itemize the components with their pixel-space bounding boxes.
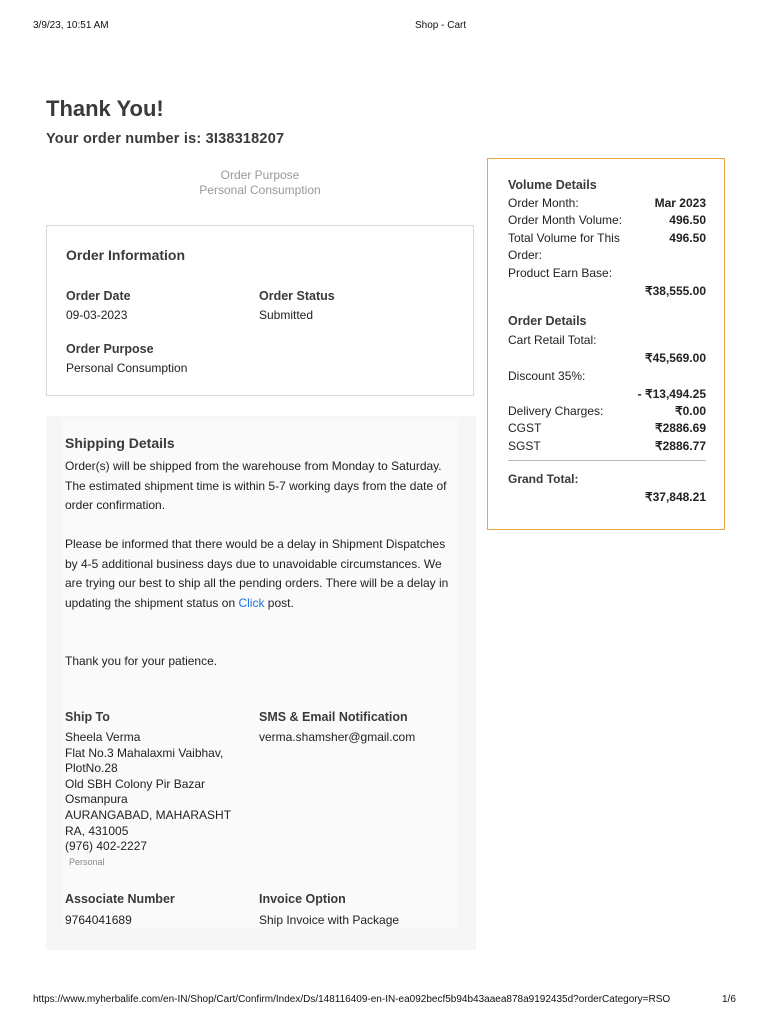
volume-details-title: Volume Details [508,178,597,192]
order-purpose-label: Order Purpose [220,168,300,182]
print-page-title: Shop - Cart [415,20,467,31]
order-date-label: Order Date [66,289,131,303]
ship-to-phone: (976) 402-2227 [65,839,148,854]
order-summary-panel [487,158,725,530]
shipping-paragraph-2 [65,535,457,613]
ship-to-line: AURANGABAD, MAHARASHT [65,807,232,822]
invoice-option-value: Ship Invoice with Package [259,913,400,927]
delivery-value: ₹0.00 [675,404,706,418]
ship-to-line: Osmanpura [65,792,128,807]
cgst-label: CGST [508,421,542,435]
grand-total-label: Grand Total: [508,472,579,486]
associate-number-label: Associate Number [65,892,175,906]
cart-retail-label: Cart Retail Total: [508,333,597,347]
click-link[interactable]: Click [238,595,265,610]
page-title: Thank You! [46,96,164,121]
cgst-row [508,421,706,435]
discount-label: Discount 35%: [508,369,586,383]
summary-divider [508,460,706,461]
print-url: https://www.myherbalife.com/en-IN/Shop/Cart/Confirm/Index/Ds/148116409-en-IN-ea092becf5b94b43aaea878a9192435d?orderCategory=RSO [33,994,671,1005]
ship-to-address [65,730,231,855]
order-purpose-info-value: Personal Consumption [66,361,188,375]
grand-total-value: ₹37,848.21 [644,490,706,504]
ship-to-line: RA, 431005 [65,823,129,838]
shipping-paragraph-3: Thank you for your patience. [65,654,218,668]
invoice-option-label: Invoice Option [259,892,346,906]
order-month-value: Mar 2023 [654,196,706,210]
sgst-label: SGST [508,439,541,453]
address-type-tag: Personal [69,857,105,867]
order-purpose-value: Personal Consumption [199,183,321,197]
total-volume-value: 496.50 [669,231,706,245]
total-volume-row [508,231,706,245]
ship-to-line: PlotNo.28 [65,761,118,776]
order-month-label: Order Month: [508,196,579,210]
earn-base-label: Product Earn Base: [508,266,613,280]
delivery-label: Delivery Charges: [508,404,604,418]
order-status-label: Order Status [259,289,335,303]
ship-to-label: Ship To [65,710,110,724]
notification-label: SMS & Email Notification [259,710,408,724]
associate-number-value: 9764041689 [65,913,132,927]
ship-to-line: Flat No.3 Mahalaxmi Vaibhav, [65,745,224,760]
total-volume-label: Total Volume for This [508,231,620,245]
shipping-details-title: Shipping Details [65,435,175,451]
discount-value: - ₹13,494.25 [637,387,706,401]
order-purpose-info-label: Order Purpose [66,342,154,356]
ship-to-line: Old SBH Colony Pir Bazar [65,776,206,791]
order-month-volume-row [508,213,706,227]
earn-base-value: ₹38,555.00 [644,284,706,298]
print-datetime: 3/9/23, 10:51 AM [33,20,109,31]
cart-retail-value: ₹45,569.00 [644,351,706,365]
order-information-title: Order Information [66,247,186,263]
order-date-value: 09-03-2023 [66,308,128,322]
order-month-row [508,196,706,210]
delivery-row [508,404,706,418]
shipping-paragraph-2-text: Please be informed that there would be a delay in Shipment Dispatches by 4-5 additional business days due to unavoidable circumstances. We are trying our best to ship all the pending orders. There will be a delay in updating the shipment status on [65,537,449,610]
order-month-volume-value: 496.50 [669,213,706,227]
order-number: Your order number is: 3I38318207 [46,131,285,147]
print-page-number: 1/6 [722,994,736,1005]
sgst-value: ₹2886.77 [654,439,706,453]
total-volume-label-cont: Order: [508,248,543,262]
order-month-volume-label: Order Month Volume: [508,213,623,227]
cgst-value: ₹2886.69 [654,421,706,435]
shipping-paragraph-1: Order(s) will be shipped from the warehouse from Monday to Saturday. The estimated shipment time is within 5-7 working days from the date of order confirmation. [65,459,447,512]
order-details-title: Order Details [508,314,587,328]
shipping-paragraph-2-end: post. [264,595,294,610]
notification-email: verma.shamsher@gmail.com [259,730,416,744]
order-status-value: Submitted [259,308,314,322]
ship-to-name: Sheela Verma [65,730,141,744]
sgst-row [508,439,706,453]
